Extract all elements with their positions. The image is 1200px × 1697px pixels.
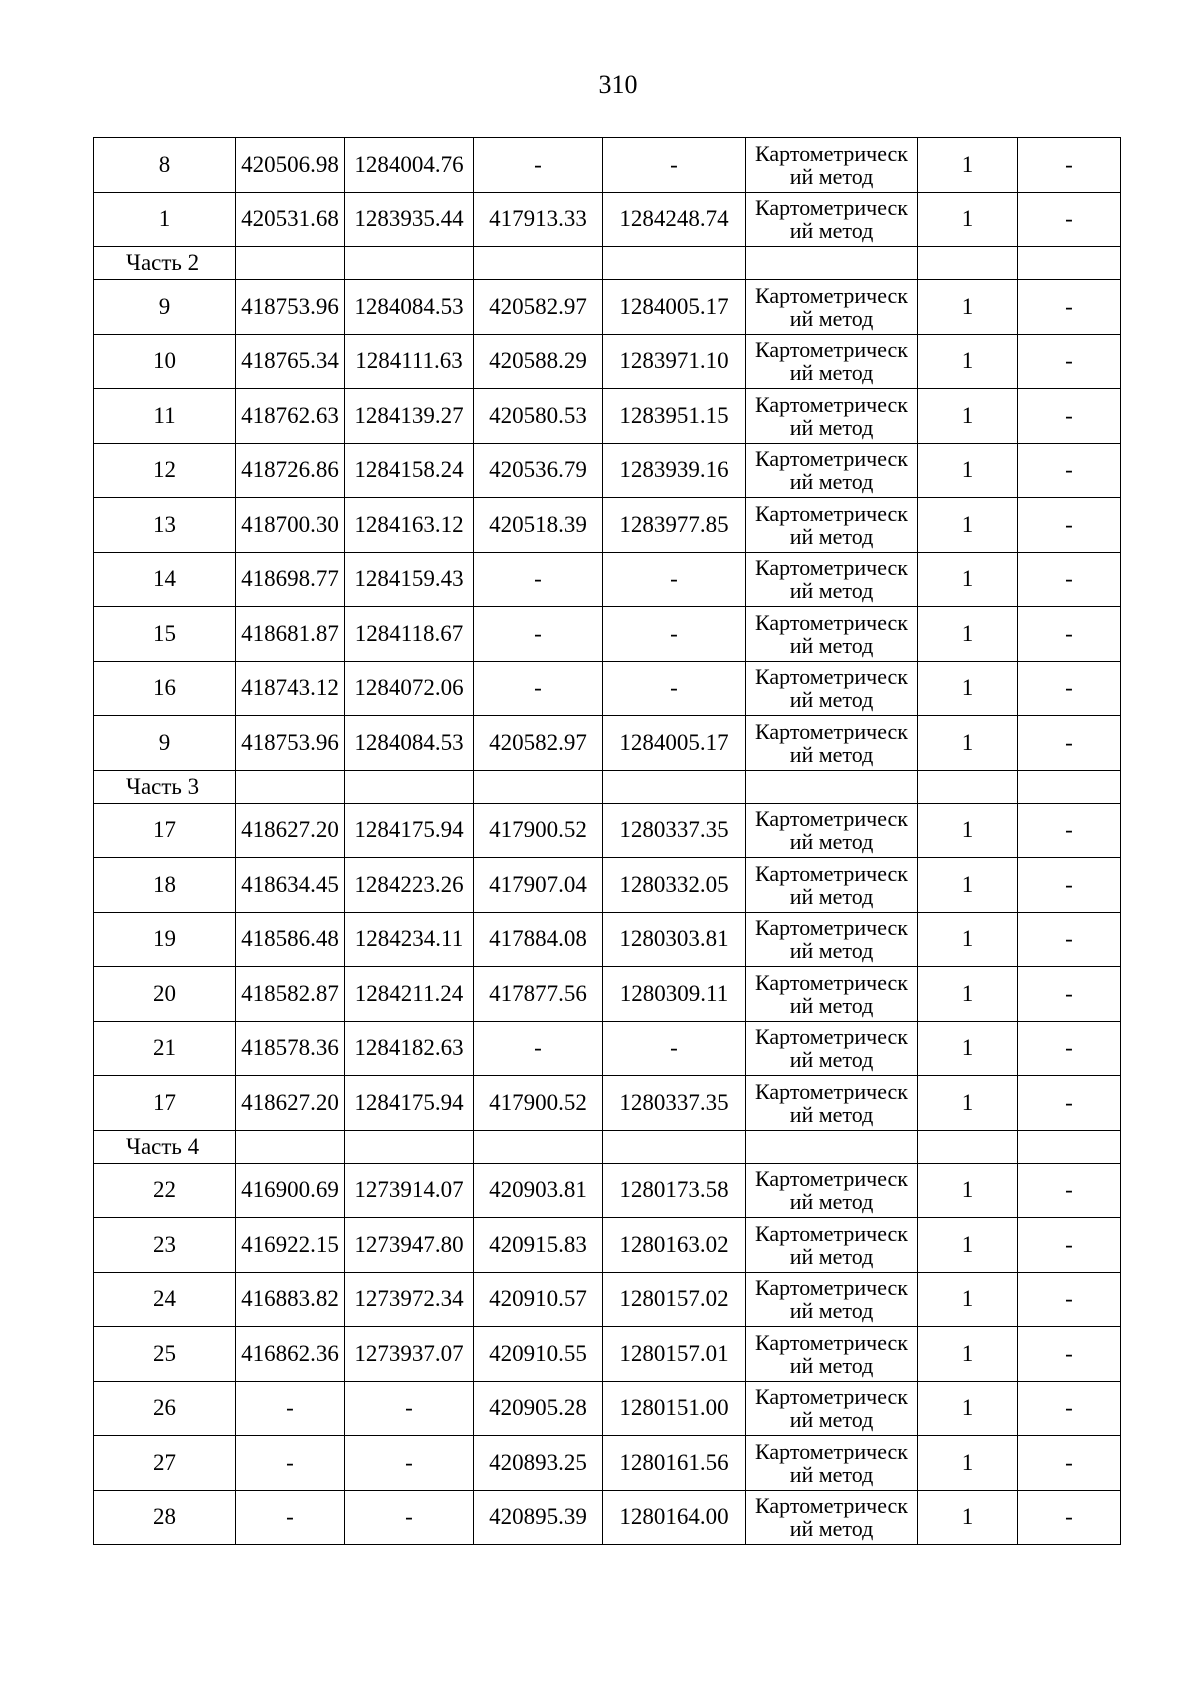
- y-coord-cell: 1284159.43: [345, 552, 474, 607]
- y-coord-cell: 1284072.06: [345, 661, 474, 716]
- accuracy-cell: 1: [918, 803, 1018, 858]
- x-coord-cell: 418765.34: [236, 334, 345, 389]
- method-cell: [746, 1076, 918, 1131]
- point-number-cell: 1: [94, 192, 236, 247]
- x-coord-cell: 416862.36: [236, 1327, 345, 1382]
- method-line-2: ий метод: [789, 360, 874, 386]
- method-cell: [746, 1021, 918, 1076]
- point-number-cell: 17: [94, 803, 236, 858]
- method-line-1: Картометрическ: [755, 1275, 908, 1301]
- point-number-cell: 24: [94, 1272, 236, 1327]
- method-line-2: ий метод: [789, 687, 874, 713]
- method-line-1: Картометрическ: [755, 446, 908, 472]
- y-coord-old-cell: 1283971.10: [603, 334, 746, 389]
- table-row: [94, 1076, 1121, 1131]
- point-number-cell: 20: [94, 967, 236, 1022]
- y-coord-cell: 1284175.94: [345, 1076, 474, 1131]
- method-line-2: ий метод: [789, 1298, 874, 1324]
- empty-cell: [603, 1130, 746, 1163]
- empty-cell: [1018, 770, 1121, 803]
- method-line-1: Картометрическ: [755, 609, 908, 635]
- method-line-2: ий метод: [789, 1101, 874, 1127]
- part-header-row: [94, 1130, 1121, 1163]
- part-label: Часть 2: [94, 247, 236, 280]
- part-label: Часть 3: [94, 770, 236, 803]
- point-number-cell: 9: [94, 716, 236, 771]
- x-coord-old-cell: 417900.52: [474, 803, 603, 858]
- x-coord-old-cell: 417900.52: [474, 1076, 603, 1131]
- empty-cell: [474, 770, 603, 803]
- note-cell: -: [1018, 443, 1121, 498]
- table-body: [94, 138, 1121, 1545]
- y-coord-cell: 1284084.53: [345, 716, 474, 771]
- x-coord-old-cell: 420536.79: [474, 443, 603, 498]
- method-cell: [746, 1163, 918, 1218]
- method-cell: [746, 389, 918, 444]
- x-coord-cell: 418698.77: [236, 552, 345, 607]
- method-cell: [746, 1272, 918, 1327]
- accuracy-cell: 1: [918, 1218, 1018, 1273]
- x-coord-old-cell: 420518.39: [474, 498, 603, 553]
- y-coord-old-cell: -: [603, 661, 746, 716]
- y-coord-cell: 1284111.63: [345, 334, 474, 389]
- accuracy-cell: 1: [918, 1076, 1018, 1131]
- x-coord-cell: -: [236, 1381, 345, 1436]
- note-cell: -: [1018, 1163, 1121, 1218]
- y-coord-old-cell: -: [603, 138, 746, 193]
- method-cell: [746, 192, 918, 247]
- point-number-cell: 16: [94, 661, 236, 716]
- empty-cell: [236, 247, 345, 280]
- note-cell: -: [1018, 334, 1121, 389]
- x-coord-old-cell: 420582.97: [474, 280, 603, 335]
- y-coord-old-cell: -: [603, 1021, 746, 1076]
- point-number-cell: 15: [94, 607, 236, 662]
- y-coord-cell: 1284211.24: [345, 967, 474, 1022]
- x-coord-old-cell: 420903.81: [474, 1163, 603, 1218]
- table-row: [94, 498, 1121, 553]
- x-coord-old-cell: 420588.29: [474, 334, 603, 389]
- x-coord-cell: 418743.12: [236, 661, 345, 716]
- method-line-1: Картометрическ: [755, 1078, 908, 1104]
- point-number-cell: 25: [94, 1327, 236, 1382]
- method-line-2: ий метод: [789, 992, 874, 1018]
- accuracy-cell: 1: [918, 334, 1018, 389]
- y-coord-cell: 1283935.44: [345, 192, 474, 247]
- y-coord-cell: -: [345, 1436, 474, 1491]
- empty-cell: [746, 247, 918, 280]
- method-line-2: ий метод: [789, 414, 874, 440]
- y-coord-cell: 1284175.94: [345, 803, 474, 858]
- method-line-1: Картометрическ: [755, 500, 908, 526]
- point-number-cell: 19: [94, 912, 236, 967]
- accuracy-cell: 1: [918, 1163, 1018, 1218]
- method-cell: [746, 716, 918, 771]
- method-line-2: ий метод: [789, 1516, 874, 1542]
- note-cell: -: [1018, 1490, 1121, 1545]
- method-line-2: ий метод: [789, 163, 874, 189]
- point-number-cell: 28: [94, 1490, 236, 1545]
- method-line-1: Картометрическ: [755, 1384, 908, 1410]
- accuracy-cell: 1: [918, 1272, 1018, 1327]
- empty-cell: [345, 770, 474, 803]
- method-line-2: ий метод: [789, 1461, 874, 1487]
- y-coord-cell: 1284223.26: [345, 858, 474, 913]
- x-coord-cell: 420506.98: [236, 138, 345, 193]
- x-coord-old-cell: 420893.25: [474, 1436, 603, 1491]
- table-row: [94, 607, 1121, 662]
- method-line-2: ий метод: [789, 1047, 874, 1073]
- method-line-2: ий метод: [789, 1352, 874, 1378]
- accuracy-cell: 1: [918, 1490, 1018, 1545]
- note-cell: -: [1018, 1272, 1121, 1327]
- table-row: [94, 803, 1121, 858]
- method-line-1: Картометрическ: [755, 664, 908, 690]
- note-cell: -: [1018, 1327, 1121, 1382]
- note-cell: -: [1018, 803, 1121, 858]
- y-coord-old-cell: 1280151.00: [603, 1381, 746, 1436]
- x-coord-cell: 418762.63: [236, 389, 345, 444]
- x-coord-old-cell: 420582.97: [474, 716, 603, 771]
- y-coord-cell: -: [345, 1381, 474, 1436]
- method-cell: [746, 967, 918, 1022]
- method-line-2: ий метод: [789, 741, 874, 767]
- method-line-1: Картометрическ: [755, 1329, 908, 1355]
- y-coord-cell: 1273914.07: [345, 1163, 474, 1218]
- table-row: [94, 1436, 1121, 1491]
- x-coord-old-cell: -: [474, 552, 603, 607]
- note-cell: -: [1018, 280, 1121, 335]
- point-number-cell: 26: [94, 1381, 236, 1436]
- method-cell: [746, 1436, 918, 1491]
- x-coord-cell: 416922.15: [236, 1218, 345, 1273]
- note-cell: -: [1018, 552, 1121, 607]
- method-line-1: Картометрическ: [755, 1220, 908, 1246]
- accuracy-cell: 1: [918, 192, 1018, 247]
- note-cell: -: [1018, 1381, 1121, 1436]
- empty-cell: [918, 1130, 1018, 1163]
- method-line-2: ий метод: [789, 523, 874, 549]
- method-cell: [746, 498, 918, 553]
- x-coord-old-cell: 420910.55: [474, 1327, 603, 1382]
- note-cell: -: [1018, 661, 1121, 716]
- y-coord-cell: 1284084.53: [345, 280, 474, 335]
- method-cell: [746, 1490, 918, 1545]
- point-number-cell: 17: [94, 1076, 236, 1131]
- y-coord-old-cell: -: [603, 607, 746, 662]
- method-line-2: ий метод: [789, 1243, 874, 1269]
- empty-cell: [474, 247, 603, 280]
- accuracy-cell: 1: [918, 607, 1018, 662]
- table-row: [94, 192, 1121, 247]
- accuracy-cell: 1: [918, 389, 1018, 444]
- y-coord-cell: 1284234.11: [345, 912, 474, 967]
- method-cell: [746, 443, 918, 498]
- x-coord-cell: 418753.96: [236, 716, 345, 771]
- method-line-1: Картометрическ: [755, 140, 908, 166]
- empty-cell: [603, 770, 746, 803]
- method-line-2: ий метод: [789, 632, 874, 658]
- accuracy-cell: 1: [918, 552, 1018, 607]
- accuracy-cell: 1: [918, 498, 1018, 553]
- empty-cell: [345, 1130, 474, 1163]
- x-coord-old-cell: 420905.28: [474, 1381, 603, 1436]
- method-line-2: ий метод: [789, 469, 874, 495]
- method-line-1: Картометрическ: [755, 1166, 908, 1192]
- y-coord-old-cell: 1280157.02: [603, 1272, 746, 1327]
- y-coord-old-cell: 1280337.35: [603, 803, 746, 858]
- part-header-row: [94, 770, 1121, 803]
- accuracy-cell: 1: [918, 443, 1018, 498]
- y-coord-old-cell: 1280161.56: [603, 1436, 746, 1491]
- method-line-1: Картометрическ: [755, 1024, 908, 1050]
- x-coord-cell: 418586.48: [236, 912, 345, 967]
- method-line-2: ий метод: [789, 829, 874, 855]
- y-coord-cell: -: [345, 1490, 474, 1545]
- note-cell: -: [1018, 912, 1121, 967]
- x-coord-old-cell: 417884.08: [474, 912, 603, 967]
- x-coord-old-cell: 417913.33: [474, 192, 603, 247]
- method-line-1: Картометрическ: [755, 860, 908, 886]
- empty-cell: [918, 247, 1018, 280]
- method-cell: [746, 138, 918, 193]
- note-cell: -: [1018, 498, 1121, 553]
- method-line-2: ий метод: [789, 938, 874, 964]
- x-coord-old-cell: 417877.56: [474, 967, 603, 1022]
- table-row: [94, 912, 1121, 967]
- method-line-1: Картометрическ: [755, 391, 908, 417]
- table-row: [94, 1327, 1121, 1382]
- accuracy-cell: 1: [918, 912, 1018, 967]
- x-coord-cell: 418582.87: [236, 967, 345, 1022]
- x-coord-cell: 416883.82: [236, 1272, 345, 1327]
- y-coord-old-cell: 1280163.02: [603, 1218, 746, 1273]
- empty-cell: [746, 770, 918, 803]
- accuracy-cell: 1: [918, 138, 1018, 193]
- method-line-1: Картометрическ: [755, 555, 908, 581]
- method-line-2: ий метод: [789, 305, 874, 331]
- x-coord-cell: 418627.20: [236, 1076, 345, 1131]
- method-line-1: Картометрическ: [755, 195, 908, 221]
- note-cell: -: [1018, 1436, 1121, 1491]
- y-coord-old-cell: 1283977.85: [603, 498, 746, 553]
- y-coord-old-cell: 1283939.16: [603, 443, 746, 498]
- y-coord-old-cell: 1280303.81: [603, 912, 746, 967]
- table-row: [94, 1021, 1121, 1076]
- x-coord-old-cell: -: [474, 1021, 603, 1076]
- x-coord-old-cell: -: [474, 138, 603, 193]
- table-row: [94, 443, 1121, 498]
- note-cell: -: [1018, 389, 1121, 444]
- empty-cell: [1018, 1130, 1121, 1163]
- y-coord-old-cell: 1284005.17: [603, 716, 746, 771]
- note-cell: -: [1018, 1076, 1121, 1131]
- accuracy-cell: 1: [918, 1381, 1018, 1436]
- accuracy-cell: 1: [918, 1021, 1018, 1076]
- note-cell: -: [1018, 716, 1121, 771]
- method-line-1: Картометрическ: [755, 806, 908, 832]
- table-row: [94, 858, 1121, 913]
- table-row: [94, 1490, 1121, 1545]
- method-cell: [746, 858, 918, 913]
- note-cell: -: [1018, 858, 1121, 913]
- y-coord-cell: 1284182.63: [345, 1021, 474, 1076]
- accuracy-cell: 1: [918, 716, 1018, 771]
- point-number-cell: 10: [94, 334, 236, 389]
- x-coord-cell: 418753.96: [236, 280, 345, 335]
- point-number-cell: 12: [94, 443, 236, 498]
- point-number-cell: 23: [94, 1218, 236, 1273]
- x-coord-cell: 420531.68: [236, 192, 345, 247]
- coordinates-table: [93, 137, 1121, 1545]
- method-line-1: Картометрическ: [755, 1438, 908, 1464]
- table-row: [94, 1381, 1121, 1436]
- accuracy-cell: 1: [918, 1436, 1018, 1491]
- point-number-cell: 27: [94, 1436, 236, 1491]
- x-coord-old-cell: -: [474, 607, 603, 662]
- x-coord-old-cell: 420580.53: [474, 389, 603, 444]
- table-row: [94, 389, 1121, 444]
- method-line-2: ий метод: [789, 218, 874, 244]
- x-coord-cell: -: [236, 1436, 345, 1491]
- x-coord-cell: 418700.30: [236, 498, 345, 553]
- method-cell: [746, 1218, 918, 1273]
- y-coord-cell: 1273937.07: [345, 1327, 474, 1382]
- method-line-1: Картометрическ: [755, 337, 908, 363]
- empty-cell: [345, 247, 474, 280]
- x-coord-old-cell: 420915.83: [474, 1218, 603, 1273]
- x-coord-old-cell: 420895.39: [474, 1490, 603, 1545]
- note-cell: -: [1018, 967, 1121, 1022]
- note-cell: -: [1018, 1021, 1121, 1076]
- empty-cell: [474, 1130, 603, 1163]
- table-row: [94, 1218, 1121, 1273]
- y-coord-old-cell: 1280164.00: [603, 1490, 746, 1545]
- empty-cell: [1018, 247, 1121, 280]
- table-row: [94, 661, 1121, 716]
- method-cell: [746, 607, 918, 662]
- x-coord-cell: 418627.20: [236, 803, 345, 858]
- table-row: [94, 280, 1121, 335]
- method-cell: [746, 661, 918, 716]
- x-coord-cell: -: [236, 1490, 345, 1545]
- y-coord-cell: 1284158.24: [345, 443, 474, 498]
- method-line-1: Картометрическ: [755, 282, 908, 308]
- x-coord-old-cell: 417907.04: [474, 858, 603, 913]
- table-row: [94, 1272, 1121, 1327]
- y-coord-cell: 1284004.76: [345, 138, 474, 193]
- method-line-2: ий метод: [789, 1407, 874, 1433]
- y-coord-old-cell: 1283951.15: [603, 389, 746, 444]
- method-cell: [746, 280, 918, 335]
- method-line-2: ий метод: [789, 883, 874, 909]
- accuracy-cell: 1: [918, 858, 1018, 913]
- y-coord-old-cell: 1280309.11: [603, 967, 746, 1022]
- point-number-cell: 9: [94, 280, 236, 335]
- y-coord-cell: 1284118.67: [345, 607, 474, 662]
- point-number-cell: 8: [94, 138, 236, 193]
- method-cell: [746, 1381, 918, 1436]
- accuracy-cell: 1: [918, 1327, 1018, 1382]
- y-coord-old-cell: -: [603, 552, 746, 607]
- x-coord-cell: 416900.69: [236, 1163, 345, 1218]
- y-coord-cell: 1273947.80: [345, 1218, 474, 1273]
- method-cell: [746, 1327, 918, 1382]
- accuracy-cell: 1: [918, 967, 1018, 1022]
- method-line-1: Картометрическ: [755, 969, 908, 995]
- method-cell: [746, 912, 918, 967]
- y-coord-old-cell: 1280157.01: [603, 1327, 746, 1382]
- y-coord-cell: 1284139.27: [345, 389, 474, 444]
- y-coord-cell: 1273972.34: [345, 1272, 474, 1327]
- method-line-2: ий метод: [789, 1189, 874, 1215]
- y-coord-old-cell: 1280337.35: [603, 1076, 746, 1131]
- page-number: 310: [598, 70, 638, 99]
- note-cell: -: [1018, 192, 1121, 247]
- table-row: [94, 1163, 1121, 1218]
- empty-cell: [918, 770, 1018, 803]
- method-cell: [746, 803, 918, 858]
- note-cell: -: [1018, 1218, 1121, 1273]
- table-row: [94, 138, 1121, 193]
- note-cell: -: [1018, 607, 1121, 662]
- point-number-cell: 18: [94, 858, 236, 913]
- method-line-1: Картометрическ: [755, 915, 908, 941]
- empty-cell: [603, 247, 746, 280]
- part-header-row: [94, 247, 1121, 280]
- point-number-cell: 11: [94, 389, 236, 444]
- y-coord-old-cell: 1280173.58: [603, 1163, 746, 1218]
- empty-cell: [236, 770, 345, 803]
- y-coord-cell: 1284163.12: [345, 498, 474, 553]
- empty-cell: [236, 1130, 345, 1163]
- point-number-cell: 14: [94, 552, 236, 607]
- method-cell: [746, 334, 918, 389]
- accuracy-cell: 1: [918, 280, 1018, 335]
- part-label: Часть 4: [94, 1130, 236, 1163]
- method-line-1: Картометрическ: [755, 1493, 908, 1519]
- y-coord-old-cell: 1284248.74: [603, 192, 746, 247]
- table-row: [94, 716, 1121, 771]
- x-coord-cell: 418578.36: [236, 1021, 345, 1076]
- method-line-1: Картометрическ: [755, 718, 908, 744]
- method-cell: [746, 552, 918, 607]
- note-cell: -: [1018, 138, 1121, 193]
- table-row: [94, 967, 1121, 1022]
- x-coord-cell: 418634.45: [236, 858, 345, 913]
- point-number-cell: 21: [94, 1021, 236, 1076]
- table-row: [94, 334, 1121, 389]
- point-number-cell: 22: [94, 1163, 236, 1218]
- point-number-cell: 13: [94, 498, 236, 553]
- accuracy-cell: 1: [918, 661, 1018, 716]
- x-coord-cell: 418681.87: [236, 607, 345, 662]
- table-row: [94, 552, 1121, 607]
- x-coord-old-cell: -: [474, 661, 603, 716]
- y-coord-old-cell: 1280332.05: [603, 858, 746, 913]
- y-coord-old-cell: 1284005.17: [603, 280, 746, 335]
- x-coord-old-cell: 420910.57: [474, 1272, 603, 1327]
- x-coord-cell: 418726.86: [236, 443, 345, 498]
- empty-cell: [746, 1130, 918, 1163]
- method-line-2: ий метод: [789, 578, 874, 604]
